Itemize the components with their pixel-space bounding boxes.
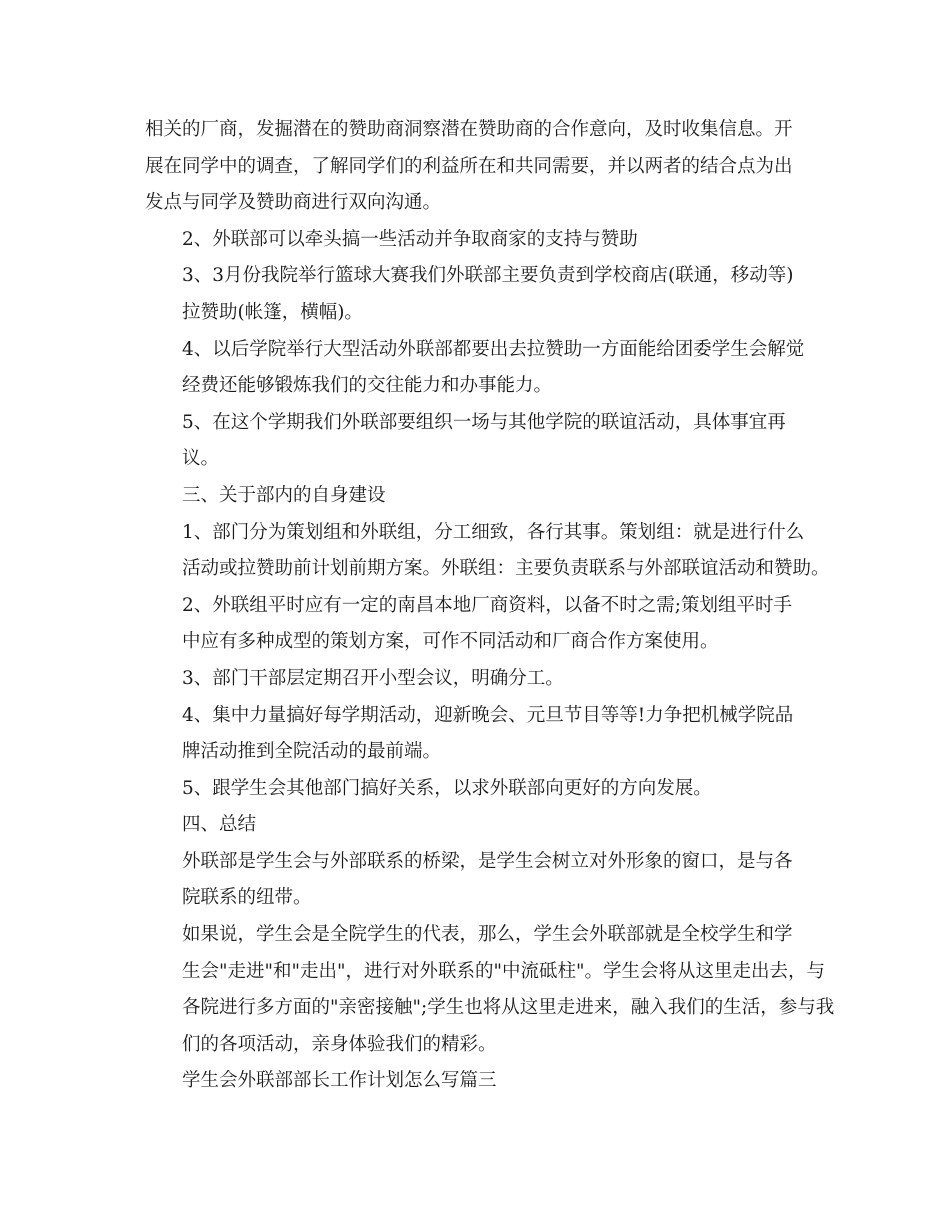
text-line: 4、集中力量搞好每学期活动，迎新晚会、元旦节目等等!力争把机械学院品 — [182, 704, 794, 726]
text-line: 中应有多种成型的策划方案，可作不同活动和厂商合作方案使用。 — [182, 631, 719, 653]
text-line: 拉赞助(帐篷，横幅)。 — [182, 301, 363, 323]
text-line: 各院进行多方面的"亲密接触";学生也将从这里走进来，融入我们的生活，参与我 — [182, 997, 835, 1019]
text-line: 们的各项活动，亲身体验我们的精彩。 — [182, 1033, 497, 1055]
paragraph-s3-item-1 — [145, 515, 830, 588]
paragraph-section-3 — [145, 478, 810, 515]
text-line: 2、外联组平时应有一定的南昌本地厂商资料，以备不时之需;策划组平时手 — [182, 594, 793, 616]
text-line: 四、总结 — [182, 814, 257, 836]
text-line: 2、外联部可以牵头搞一些活动并争取商家的支持与赞助 — [182, 228, 638, 250]
text-line: 4、以后学院举行大型活动外联部都要出去拉赞助一方面能给团委学生会解觉 — [182, 338, 805, 360]
paragraph-summary-1 — [145, 844, 810, 917]
text-line: 院联系的纽带。 — [182, 887, 312, 909]
text-line: 3、部门干部层定期召开小型会议，明确分工。 — [182, 667, 564, 689]
text-line: 如果说，学生会是全院学生的代表，那么，学生会外联部就是全校学生和学 — [182, 924, 793, 946]
paragraph-s3-item-4 — [145, 698, 810, 771]
text-line: 展在同学中的调查，了解同学们的利益所在和共同需要，并以两者的结合点为出 — [145, 155, 793, 177]
text-line: 学生会外联部部长工作计划怎么写篇三 — [182, 1070, 497, 1092]
paragraph-summary-2 — [145, 917, 835, 1063]
paragraph-item-3 — [145, 258, 810, 331]
paragraph-s3-item-5 — [145, 771, 810, 808]
paragraph-section-4 — [145, 807, 810, 844]
document-body — [145, 112, 835, 1100]
text-line: 牌活动推到全院活动的最前端。 — [182, 741, 442, 763]
text-line: 3、3月份我院举行篮球大赛我们外联部主要负责到学校商店(联通，移动等) — [182, 265, 794, 287]
paragraph-s3-item-2 — [145, 588, 810, 661]
text-line: 生会"走进"和"走出"，进行对外联系的"中流砥柱"。学生会将从这里走出去，与 — [182, 960, 826, 982]
text-line: 三、关于部内的自身建设 — [182, 484, 386, 506]
paragraph-item-4 — [145, 332, 810, 405]
text-line: 1、部门分为策划组和外联组，分工细致，各行其事。策划组：就是进行什么 — [182, 521, 805, 543]
text-line: 经费还能够锻炼我们的交往能力和办事能力。 — [182, 375, 553, 397]
text-line: 5、跟学生会其他部门搞好关系，以求外联部向更好的方向发展。 — [182, 777, 712, 799]
text-line: 外联部是学生会与外部联系的桥梁，是学生会树立对外形象的窗口，是与各 — [182, 850, 793, 872]
text-line: 议。 — [182, 448, 220, 470]
paragraph-item-2 — [145, 222, 810, 259]
text-line: 相关的厂商，发掘潜在的赞助商洞察潜在赞助商的合作意向，及时收集信息。开 — [145, 119, 793, 140]
paragraph-next-title — [145, 1063, 810, 1100]
text-line: 活动或拉赞助前计划前期方案。外联组：主要负责联系与外部联谊活动和赞助。 — [182, 558, 830, 580]
paragraph-item-5 — [145, 405, 810, 478]
paragraph-s3-item-3 — [145, 661, 810, 698]
text-line: 5、在这个学期我们外联部要组织一场与其他学院的联谊活动，具体事宜再 — [182, 411, 786, 433]
paragraph-continued — [145, 112, 810, 222]
text-line: 发点与同学及赞助商进行双向沟通。 — [145, 192, 442, 214]
